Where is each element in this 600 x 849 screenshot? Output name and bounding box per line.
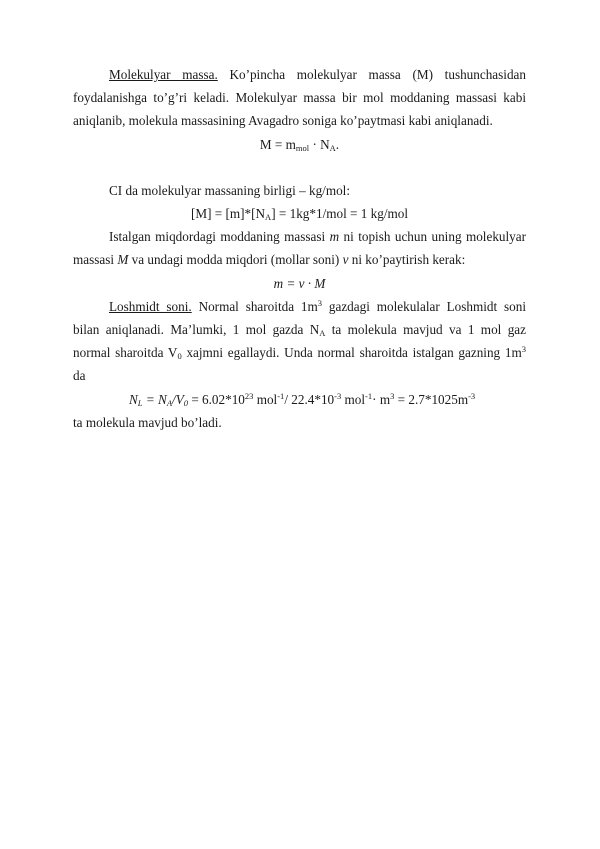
formula-mass: m = ν · M xyxy=(273,275,326,291)
blank-line xyxy=(73,156,526,179)
formula-si-unit: $[M] = [m]*[N_A] = 1kg*1/mol = 1$ kg/mol xyxy=(190,206,409,223)
paragraph-si-unit: CI da molekulyar massaning birligi – kg/mol: xyxy=(109,182,351,198)
paragraph-mass: Istalgan miqdordagi moddaning massasi m ni topish uchun uning molekulyar massasi M va undagi modda miqdori (mollar soni) ν ni ko’paytirish kerak: xyxy=(73,229,527,268)
paragraph-closing: ta molekula mavjud bo’ladi. xyxy=(73,414,222,430)
formula-molar-mass: $M = m_{mol} \cdot N_A$. xyxy=(259,136,340,153)
paragraph-loschmidt: Loshmidt soni. Normal sharoitda $1m^3$ gazdagi molekulalar Loshmidt soni bilan aniqlanadi. Ma’lumki, 1 mol gazda $N_A$ ta molekula mavjud va 1 mol gaz normal sharoitda $V_0$ xajmni egallaydi. Unda normal sharoitda istalgan gazning $1m^3$ da xyxy=(73,297,526,384)
heading-molecular-mass: Molekulyar massa. xyxy=(109,67,218,82)
formula-loschmidt: $N_L = N_A/V_0 = 6.02*10^{23}$ mol$^{-1}$/ $22.4*10^{-3}$ $mol^{-1}\cdot m^3 = 2.7*1025m^{-3}$ xyxy=(129,390,476,408)
document-body xyxy=(73,63,526,434)
text-molecular-mass: Ko’pincha molekulyar massa (M) tushunchasidan foydalanishga to’g’ri keladi. Molekulyar massa bir mol moddaning massasi kabi aniqlanib, molekula massasining Avagadro soniga ko’paytmasi kabi aniqlanadi. xyxy=(73,67,526,129)
paragraph-molecular-mass xyxy=(73,63,526,133)
heading-loschmidt: Loshmidt soni. xyxy=(109,298,192,314)
